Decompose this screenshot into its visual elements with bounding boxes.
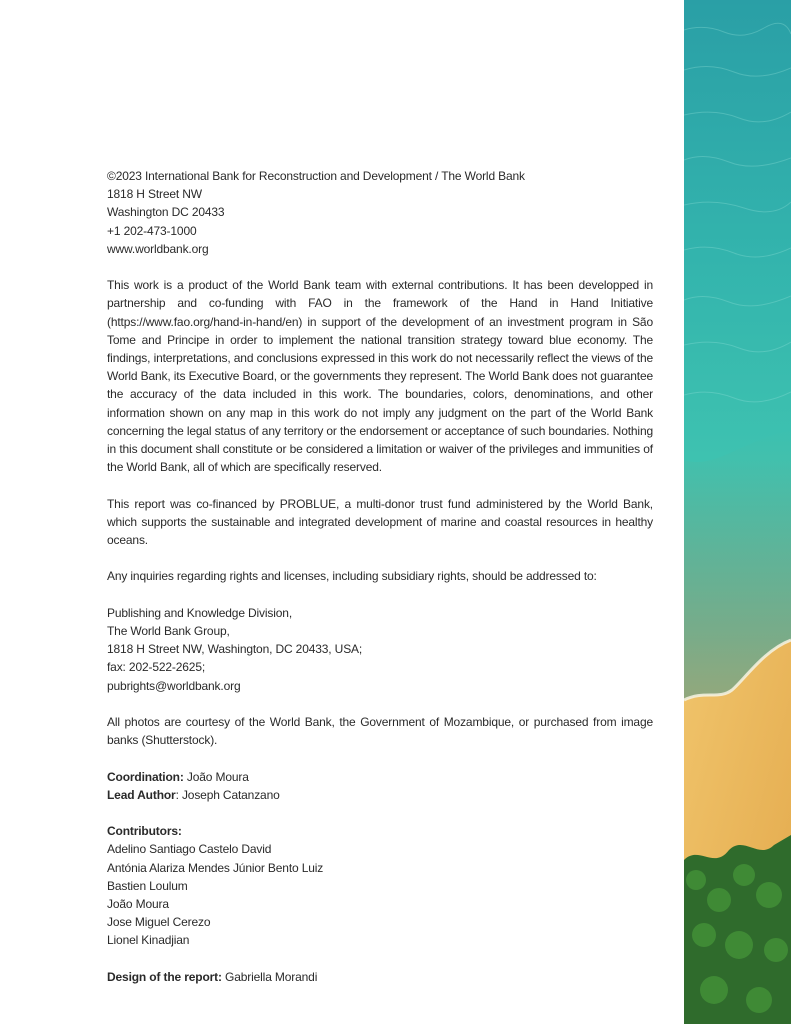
phone: +1 202-473-1000	[107, 223, 197, 238]
lead-author-value: : Joseph Catanzano	[175, 787, 280, 802]
contributor-item: Antónia Alariza Mendes Júnior Bento Luiz	[107, 860, 324, 875]
address-line-2: Washington DC 20433	[107, 205, 225, 220]
aerial-coast-illustration	[684, 0, 791, 1024]
website-link[interactable]: www.worldbank.org	[107, 241, 209, 256]
contributors-section	[107, 822, 653, 949]
publishing-fax: fax: 202-522-2625;	[107, 660, 206, 675]
coordination-value: João Moura	[183, 769, 249, 784]
copyright-block	[107, 167, 653, 258]
publishing-email-link[interactable]: pubrights@worldbank.org	[107, 678, 241, 693]
design-value: Gabriella Morandi	[221, 969, 318, 984]
publishing-line-2: The World Bank Group,	[107, 624, 230, 639]
aerial-coast-photo	[684, 0, 791, 1024]
publishing-address	[107, 604, 653, 695]
photos-note: All photos are courtesy of the World Bank, the Government of Mozambique, or purchased from image banks (Shutterstock).	[107, 715, 653, 748]
publishing-line-3: 1818 H Street NW, Washington, DC 20433, USA;	[107, 642, 363, 657]
coordination-credits	[107, 768, 653, 804]
copyright-page-text	[107, 167, 653, 986]
contributor-item: João Moura	[107, 897, 169, 912]
contributors-label: Contributors:	[107, 824, 182, 839]
design-credit	[107, 968, 653, 986]
design-label: Design of the report:	[107, 969, 222, 984]
disclaimer-paragraph: This work is a product of the World Bank team with external contributions. It has been developped in partnership and co-funding with FAO in the framework of the Hand in Hand Initiative (https://www.fao.org/hand-in-hand/en) in support of the development of an investment program in São Tome and Principe in order to implement the national transition strategy toward blue economy. The findings, interpretations, and conclusions expressed in this work do not necessarily reflect the views of the World Bank, its Executive Board, or the governments they represent. The World Bank does not guarantee the accuracy of the data included in this work. The boundaries, colors, denominations, and other information shown on any map in this work do not imply any judgment on the part of the World Bank concerning the legal status of any territory or the endorsement or acceptance of such boundaries. Nothing in this document shall constitute or be considered a limitation or waiver of the privileges and immunities of the World Bank, all of which are specifically reserved.	[107, 278, 653, 475]
contributor-item: Jose Miguel Cerezo	[107, 915, 211, 930]
financing-paragraph: This report was co-financed by PROBLUE, a multi-donor trust fund administered by the World Bank, which supports the sustainable and integrated development of marine and coastal resources in healthy oceans.	[107, 496, 653, 548]
publishing-line-1: Publishing and Knowledge Division,	[107, 605, 293, 620]
coordination-line	[107, 768, 653, 786]
lead-author-label: Lead Author	[107, 787, 176, 802]
contributor-item: Bastien Loulum	[107, 878, 188, 893]
inquiries-paragraph: Any inquiries regarding rights and licenses, including subsidiary rights, should be addressed to:	[107, 569, 597, 584]
contributor-item: Lionel Kinadjian	[107, 933, 190, 948]
lead-author-line	[107, 786, 653, 804]
address-line-1: 1818 H Street NW	[107, 187, 202, 202]
copyright-line: ©2023 International Bank for Reconstruction and Development / The World Bank	[107, 169, 525, 183]
contributor-item: Adelino Santiago Castelo David	[107, 842, 272, 857]
coordination-label: Coordination:	[107, 769, 184, 784]
design-line	[107, 968, 653, 986]
